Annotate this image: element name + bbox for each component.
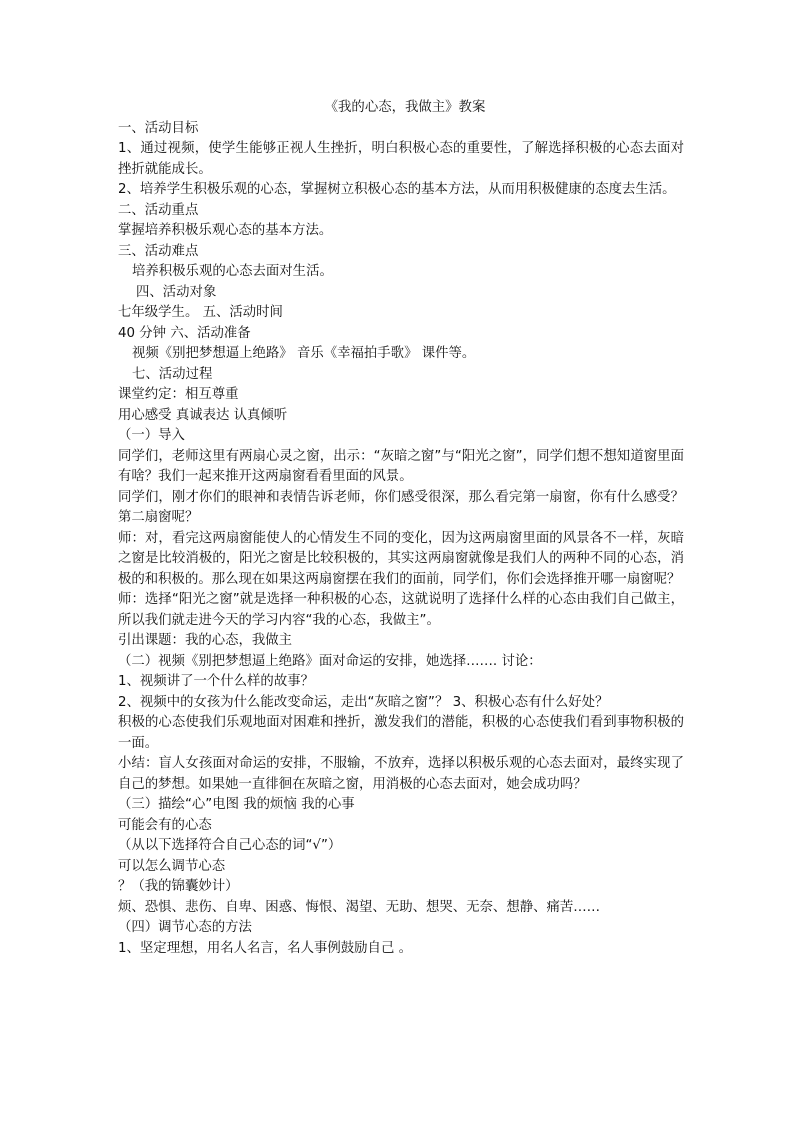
paragraph: 烦、恐惧、悲伤、自卑、困惑、悔恨、渴望、无助、想哭、无奈、想静、痛苦…… <box>118 899 601 915</box>
paragraph: （从以下选择符合自己心态的词“√”） <box>118 838 342 853</box>
paragraph: 2、视频中的女孩为什么能改变命运，走出“灰暗之窗”？ 3、积极心态有什么好处？ <box>118 694 609 710</box>
paragraph: 小结：盲人女孩面对命运的安排，不服输，不放弃，选择以积极乐观的心态去面对，最终实现了自己的梦想。如果她一直徘徊在灰暗之窗，用消极的心态去面对，她会成功吗？ <box>118 756 684 792</box>
subsection-heading-methods: （四）调节心态的方法 <box>118 920 252 935</box>
section-heading-goals: 一、活动目标 <box>118 120 199 136</box>
paragraph: 师：对，看完这两扇窗能使人的心情发生不同的变化，因为这两扇窗里面的风景各不一样，灰暗之窗是比较消极的，阳光之窗是比较积极的，其实这两扇窗就像是我们人的两种不同的心态，消极的和积极的。那么现在如果这两扇窗摆在我们的面前，同学们，你们会选择推开哪一扇窗呢？ <box>118 530 684 587</box>
paragraph: 1、坚定理想，用名人名言，名人事例鼓励自己 。 <box>118 940 412 956</box>
paragraph: 培养积极乐观的心态去面对生活。 <box>132 264 333 279</box>
subsection-heading-intro: （一）导入 <box>118 428 185 443</box>
paragraph: ？（我的锦囊妙计） <box>118 879 239 894</box>
paragraph: 可以怎么调节心态 <box>118 858 226 874</box>
document-title: 《我的心态，我做主》教案 <box>324 100 486 115</box>
section-heading-key-points: 二、活动重点 <box>118 202 199 218</box>
subsection-heading-ecg: （三）描绘“心”电图 我的烦恼 我的心事 <box>118 797 355 812</box>
paragraph: 师：选择“阳光之窗”就是选择一种积极的心态，这就说明了选择什么样的心态由我们自己做主，所以我们就走进今天的学习内容“我的心态，我做主”。 <box>118 592 684 628</box>
paragraph: 1、视频讲了一个什么样的故事？ <box>118 674 314 689</box>
document-page <box>118 98 684 959</box>
paragraph: 掌握培养积极乐观心态的基本方法。 <box>118 223 333 238</box>
paragraph: 同学们，老师这里有两扇心灵之窗，出示：“灰暗之窗”与“阳光之窗”，同学们想不想知道窗里面有啥？我们一起来推开这两扇窗看看里面的风景。 <box>118 448 684 484</box>
subsection-heading-video: （二）视频《别把梦想逼上绝路》面对命运的安排，她选择……. 讨论： <box>118 653 542 669</box>
section-heading-difficulties: 三、活动难点 <box>118 243 199 259</box>
paragraph: 课堂约定：相互尊重 <box>118 387 239 402</box>
paragraph: 积极的心态使我们乐观地面对困难和挫折，激发我们的潜能，积极的心态使我们看到事物积极的一面。 <box>118 715 684 751</box>
paragraph: 视频《别把梦想逼上绝路》 音乐《幸福拍手歌》 课件等。 <box>132 346 476 361</box>
section-heading-process: 七、活动过程 <box>132 366 213 382</box>
paragraph: 引出课题：我的心态，我做主 <box>118 633 293 648</box>
paragraph: 可能会有的心态 <box>118 817 212 833</box>
paragraph: 同学们，刚才你们的眼神和表情告诉老师，你们感受很深，那么看完第一扇窗，你有什么感受？第二扇窗呢？ <box>118 489 684 525</box>
section-heading-audience: 四、活动对象 <box>136 284 217 300</box>
paragraph: 40 分钟 六、活动准备 <box>118 325 251 341</box>
paragraph: 2、培养学生积极乐观的心态，掌握树立积极心态的基本方法，从而用积极健康的态度去生活。 <box>118 182 676 197</box>
paragraph: 用心感受 真诚表达 认真倾听 <box>118 407 288 423</box>
paragraph: 七年级学生。 五、活动时间 <box>118 305 283 320</box>
paragraph: 1、通过视频，使学生能够正视人生挫折，明白积极心态的重要性，了解选择积极的心态去面对挫折就能成长。 <box>118 141 684 177</box>
